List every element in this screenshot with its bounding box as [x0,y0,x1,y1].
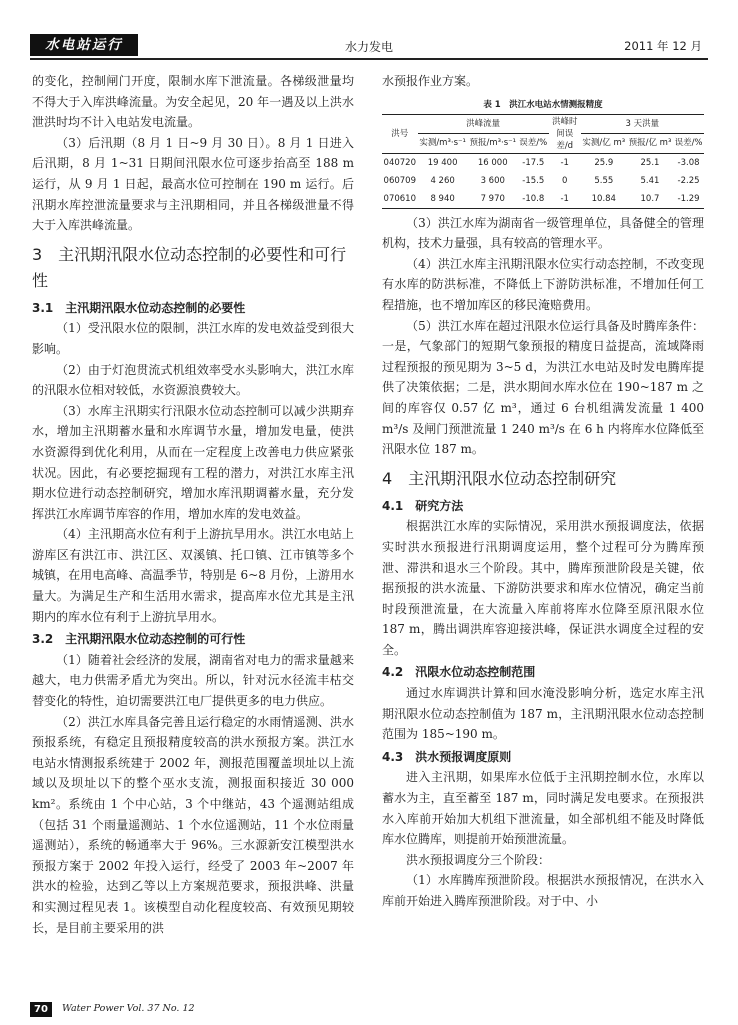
table-cell: 5.55 [594,175,614,186]
paragraph: （1）随着社会经济的发展，湖南省对电力的需求量越来越大，电力供需矛盾尤为突出。所以，针对沅水径流丰枯交替变化的特性，迫切需要洪江电厂提供更多的电力供应。 [32,652,354,709]
table-header-error: 误差/% [518,134,549,154]
table-group-flood: 洪峰流量 [418,114,549,134]
table-row [382,190,704,209]
header-rule [30,58,708,60]
table-cell: 060709 [383,175,416,186]
table-group-3day: 3 天洪量 [581,114,704,134]
paragraph: 通过水库调洪计算和回水淹没影响分析，选定水库主汛期汛限水位动态控制值为 187 m，主汛期汛限水位动态控制范围为 185~190 m。 [382,686,704,742]
journal-name: 水力发电 [344,40,393,54]
paragraph: （3）水库主汛期实行汛限水位动态控制可以减少洪期弃水，增加主汛期蓄水量和水库调节水量，增加发电量，使洪水资源得到优化利用，从而在一定程度上改善电力供应紧张状况。因此，有必要挖掘现有工程的潜力，对洪江水库主汛期水位进行动态控制研究，增加水库汛期调蓄水量，充分发挥洪江水库调节库容的作用，增加水库的发电效益。 [32,403,354,521]
table-cell: -1 [549,190,581,209]
table-cell: 040720 [383,157,416,168]
table-cell: 070610 [382,190,418,209]
table-cell: -1 [560,157,569,168]
subsection-heading: 3.2 主汛期汛限水位动态控制的可行性 [32,632,246,647]
issue-date: 2011 年 12 月 [624,39,702,53]
subsection-heading: 4.1 研究方法 [382,498,464,513]
paragraph: 洪水预报调度分三个阶段： [406,852,551,867]
table-header-error-vol: 误差/% [673,134,704,154]
table-cell: -10.8 [518,190,549,209]
paragraph: （4）洪江水库主汛期汛限水位实行动态控制，不改变现有水库的防洪标准，不降低上下游防洪标准，不增加任何工程措施，也不增加库区的移民淹赔费用。 [382,256,704,312]
page-number: 70 [30,1002,52,1017]
paragraph: 水预报作业方案。 [382,74,479,88]
table-caption: 表 1 洪江水电站水情测报精度 [483,99,603,110]
table-row [382,172,704,190]
table-cell: 8 940 [418,190,468,209]
paragraph: （1）水库腾库预泄阶段。根据洪水预报情况，在洪水入库前开始进入腾库预泄阶段。对于中、小 [382,873,704,908]
footer-journal: Water Power Vol. 37 No. 12 [62,1003,195,1014]
paragraph: （5）洪江水库在超过汛限水位运行具备及时腾库条件：一是，气象部门的短期气象预报的精度日益提高，流域降雨过程预报的预见期为 3~5 d，为洪江水电站及时发电腾库提供了决策依据；二是，洪水期间水库水位在 190~187 m 之间的库容仅 0.57 亿 m³，通过 6 台机组满发流量 1 400 m³/s 及闸门预泄流量 1 240 m³/s 在 6 h 内将库水位降低至汛限水位 187 m。 [382,318,704,457]
table-cell: 3 600 [480,175,505,186]
subsection-heading: 3.1 主汛期汛限水位动态控制的必要性 [32,300,246,315]
paragraph: （2）洪江水库具备完善且运行稳定的水雨情遥测、洪水预报系统，有稳定且预报精度较高的洪水预报方案。洪江水电站水情测报系统建于 2002 年，测报范围覆盖坝址以上流域以及坝址以下的整个巫水支流，测报面积接近 30 000 km²。系统由 1 个中心站，3 个中继站，43 个遥测站组成（包括 31 个雨量遥测站、1 个水位遥测站，11 个水位雨量遥测站），系统的畅通率大于 96%。三水源新安江模型洪水预报方案于 2002 年投入运行，经受了 2003 年~2007 年洪水的检验，达到乙等以上方案规范要求，预报洪峰、洪量和实测过程见表 1。该模型自动化程度较高、有效预见期较长，是目前主要采用的洪 [32,714,354,935]
paragraph: （3）洪江水库为湖南省一级管理单位，具备健全的管理机构，技术力量强，具有较高的管理水平。 [382,215,704,251]
paragraph: 的变化，控制闸门开度，限制水库下泄流量。各梯级泄量均不得大于入库洪峰流量。为安全起见，20 年一遇及以上洪水泄洪时均不计入电站发电流量。 [32,74,354,130]
section-heading: 4 主汛期汛限水位动态控制研究 [382,468,617,488]
paragraph: （4）主汛期高水位有利于上游抗旱用水。洪江水电站上游库区有洪江市、洪江区、双溪镇、托口镇、江市镇等多个城镇，在用电高峰、高温季节，特别是 6~8 月份，上游用水量大。为满足生产和生活用水需求，提高库水位尤其是主汛期内的库水位有利于上游抗旱用水。 [32,527,354,624]
table-cell: -3.08 [677,157,700,168]
table-cell: -1.29 [673,190,704,209]
table-header-forecast: 预报/m³·s⁻¹ [468,134,518,154]
table-cell: 25.9 [594,157,614,168]
table-cell: 10.84 [581,190,627,209]
table-header-no: 洪号 [382,114,418,153]
column-logo: 水电站运行 [30,34,138,56]
table-cell: 0 [561,175,568,186]
table-row [382,153,704,172]
left-column [32,71,354,938]
section-heading: 3 主汛期汛限水位动态控制的必要性和可行性 [32,244,347,290]
table-cell: -15.5 [522,175,545,186]
table-header-measured-vol: 实测/亿 m³ [581,134,627,154]
table-header-forecast-vol: 预报/亿 m³ [627,134,673,154]
table-cell: 4 260 [430,175,455,186]
table-header-measured: 实测/m³·s⁻¹ [418,134,468,154]
subsection-heading: 4.3 洪水预报调度原则 [382,749,512,764]
table-cell: 25.1 [640,157,660,168]
page-footer [30,1002,330,1018]
table-cell: 5.41 [640,175,660,186]
paragraph: 进入主汛期，如果库水位低于主汛期控制水位，水库以蓄水为主，直至蓄至 187 m，同时满足发电要求。在预报洪水入库前开始加大机组下泄流量，如全部机组不能及时降低库水位腾库，则提前开始预泄流量。 [382,770,704,847]
table-cell: 10.7 [627,190,673,209]
subsection-heading: 4.2 汛限水位动态控制范围 [382,665,536,680]
table-cell: 7 970 [468,190,518,209]
table-cell: 16 000 [477,157,508,168]
table-cell: -17.5 [522,157,545,168]
paragraph: （1）受汛限水位的限制，洪江水库的发电效益受到很大影响。 [32,321,354,356]
table-header-peak-time: 洪峰时间误差/d [549,114,581,153]
paragraph: （2）由于灯泡贯流式机组效率受水头影响大，洪江水库的汛限水位相对较低，水资源浪费较大。 [32,362,354,398]
paragraph: （3）后汛期（8 月 1 日~9 月 30 日）。8 月 1 日进入后汛期，8 月 1~31 日期间汛限水位可逐步抬高至 188 m 运行，从 9 月 1 日起，最高水位可控制在 190 m 运行。后汛期水库控泄流量要求与主汛期相同，并且各梯级泄量不得大于入库洪峰流量。 [32,135,354,233]
table-cell: -2.25 [677,175,700,186]
right-column [382,71,704,912]
table-cell: 19 400 [427,157,458,168]
page-header [0,0,738,62]
data-table [382,114,704,209]
paragraph: 根据洪江水库的实际情况，采用洪水预报调度法，依据实时洪水预报进行汛期调度运用，整个过程可分为腾库预泄、滞洪和退水三个阶段。其中，腾库预泄阶段是关键，依据预报的洪水流量、下游防洪要求和库水位情况，确定当前时段预泄流量，在大流量入库前将库水位降至原汛限水位 187 m，腾出调洪库容迎接洪峰，保证洪水调度全过程的安全。 [382,519,704,657]
